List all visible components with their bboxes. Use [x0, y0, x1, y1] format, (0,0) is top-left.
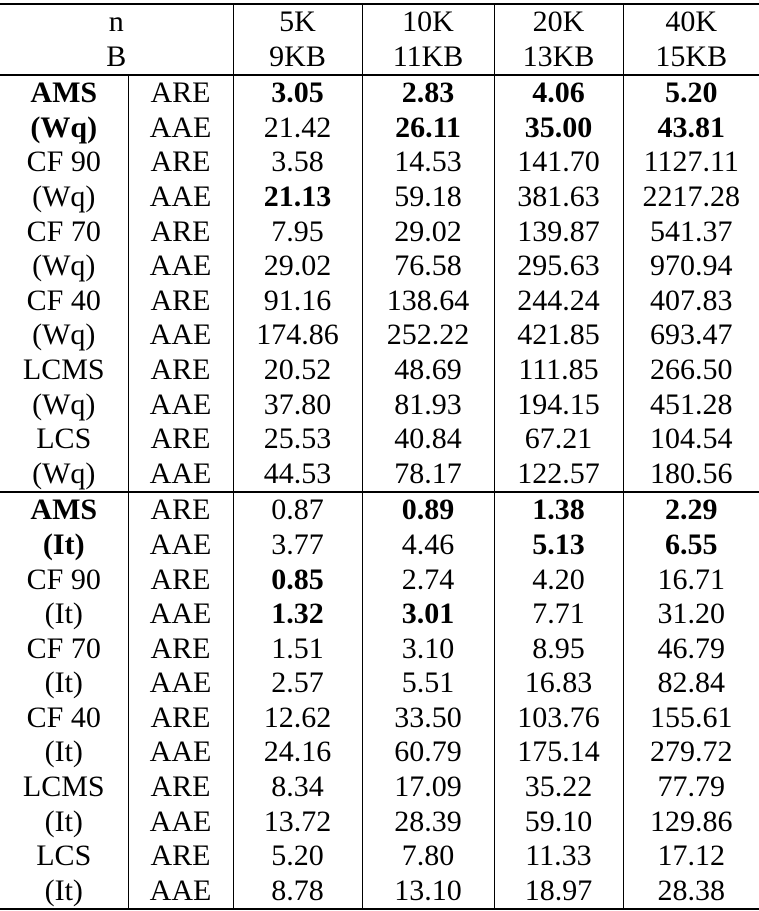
value-cell: 4.46 — [362, 528, 494, 563]
value-cell: 77.79 — [623, 770, 759, 805]
value-cell: 17.09 — [362, 770, 494, 805]
table-row — [0, 632, 759, 667]
table-row — [0, 457, 759, 493]
value-cell: 3.10 — [362, 632, 494, 667]
value-cell: 295.63 — [494, 249, 623, 284]
metric-cell: ARE — [128, 353, 233, 388]
value-cell: 76.58 — [362, 249, 494, 284]
value-cell: 60.79 — [362, 735, 494, 770]
table-row — [0, 528, 759, 563]
value-cell: 29.02 — [233, 249, 362, 284]
results-table — [0, 3, 759, 910]
value-cell: 82.84 — [623, 666, 759, 701]
value-cell: 43.81 — [623, 111, 759, 146]
method-cell: AMS — [30, 76, 98, 110]
value-cell: 111.85 — [494, 353, 623, 388]
metric-cell: ARE — [128, 145, 233, 180]
table-row — [0, 735, 759, 770]
value-cell: 37.80 — [233, 388, 362, 423]
metric-cell: AAE — [128, 666, 233, 701]
value-cell: 48.69 — [362, 353, 494, 388]
value-cell: 5.51 — [362, 666, 494, 701]
value-cell: 266.50 — [623, 353, 759, 388]
method-cell: (It) — [42, 527, 85, 561]
value-cell: 252.22 — [362, 318, 494, 353]
value-cell: 3.58 — [233, 145, 362, 180]
metric-cell: ARE — [128, 770, 233, 805]
table-row — [0, 111, 759, 146]
table-row — [0, 388, 759, 423]
value-cell: 35.00 — [494, 111, 623, 146]
value-cell: 122.57 — [494, 457, 623, 493]
value-cell: 44.53 — [233, 457, 362, 493]
header-label-B: B — [0, 40, 233, 76]
value-cell: 78.17 — [362, 457, 494, 493]
value-cell: 155.61 — [623, 701, 759, 736]
value-cell: 4.06 — [494, 75, 623, 111]
value-cell: 59.10 — [494, 805, 623, 840]
value-cell: 174.86 — [233, 318, 362, 353]
value-cell: 11.33 — [494, 839, 623, 874]
value-cell: 8.34 — [233, 770, 362, 805]
header-row-B — [0, 40, 759, 76]
value-cell: 46.79 — [623, 632, 759, 667]
method-cell: CF 90 — [26, 562, 101, 596]
value-cell: 407.83 — [623, 284, 759, 319]
value-cell: 8.95 — [494, 632, 623, 667]
value-cell: 139.87 — [494, 215, 623, 250]
method-cell: LCS — [36, 422, 92, 456]
header-label-n: n — [0, 4, 233, 40]
value-cell: 14.53 — [362, 145, 494, 180]
method-cell: (Wq) — [32, 456, 96, 490]
method-cell: LCS — [36, 839, 92, 873]
table-row — [0, 563, 759, 598]
method-cell: AMS — [0, 492, 128, 528]
metric-cell: ARE — [128, 284, 233, 319]
value-cell: 5.13 — [494, 528, 623, 563]
table-row — [0, 75, 759, 111]
value-cell: 7.95 — [233, 215, 362, 250]
table-row — [0, 839, 759, 874]
metric-cell: ARE — [128, 839, 233, 874]
table-row — [0, 180, 759, 215]
value-cell: 1127.11 — [623, 145, 759, 180]
value-cell: 21.13 — [233, 180, 362, 215]
value-cell: 21.42 — [233, 111, 362, 146]
value-cell: 24.16 — [233, 735, 362, 770]
metric-cell: ARE — [128, 563, 233, 598]
method-cell: (Wq) — [32, 387, 96, 421]
value-cell: 13.10 — [362, 874, 494, 910]
method-cell: (Wq) — [32, 318, 96, 352]
value-cell: 2.29 — [623, 492, 759, 528]
value-cell: 28.39 — [362, 805, 494, 840]
value-cell: 26.11 — [362, 111, 494, 146]
value-cell: 16.71 — [623, 563, 759, 598]
table-row — [0, 422, 759, 457]
table-row — [0, 145, 759, 180]
value-cell: 0.89 — [362, 492, 494, 528]
value-cell: 2217.28 — [623, 180, 759, 215]
value-cell: 970.94 — [623, 249, 759, 284]
value-cell: 7.80 — [362, 839, 494, 874]
value-cell: 59.18 — [362, 180, 494, 215]
method-cell: CF 90 — [26, 145, 101, 179]
value-cell: 12.62 — [233, 701, 362, 736]
metric-cell: AAE — [128, 180, 233, 215]
table-row — [0, 874, 759, 910]
metric-cell: ARE — [128, 422, 233, 457]
value-cell: 129.86 — [623, 805, 759, 840]
table-row — [0, 353, 759, 388]
value-cell: 141.70 — [494, 145, 623, 180]
value-cell: 3.05 — [233, 75, 362, 111]
header-n-10k: 10K — [362, 4, 494, 40]
value-cell: 16.83 — [494, 666, 623, 701]
value-cell: 1.32 — [233, 597, 362, 632]
metric-cell: AAE — [128, 111, 233, 146]
table-body — [0, 75, 759, 909]
header-row-n — [0, 4, 759, 40]
value-cell: 40.84 — [362, 422, 494, 457]
metric-cell: AAE — [128, 597, 233, 632]
metric-cell: AAE — [128, 388, 233, 423]
value-cell: 5.20 — [233, 839, 362, 874]
value-cell: 2.74 — [362, 563, 494, 598]
value-cell: 421.85 — [494, 318, 623, 353]
value-cell: 6.55 — [623, 528, 759, 563]
header-n-40k: 40K — [623, 4, 759, 40]
method-cell: CF 40 — [26, 700, 101, 734]
metric-cell: AAE — [128, 528, 233, 563]
value-cell: 103.76 — [494, 701, 623, 736]
value-cell: 0.87 — [233, 492, 362, 528]
table-row — [0, 701, 759, 736]
method-cell: (It) — [44, 597, 83, 631]
method-cell: LCMS — [22, 352, 105, 386]
metric-cell: ARE — [128, 632, 233, 667]
metric-cell: AAE — [128, 249, 233, 284]
header-B-9kb: 9KB — [233, 40, 362, 76]
value-cell: 3.01 — [362, 597, 494, 632]
table-row — [0, 666, 759, 701]
table-row — [0, 215, 759, 250]
header-n-5k: 5K — [233, 4, 362, 40]
value-cell: 180.56 — [623, 457, 759, 493]
method-cell: CF 40 — [26, 283, 101, 317]
value-cell: 541.37 — [623, 215, 759, 250]
header-n-20k: 20K — [494, 4, 623, 40]
table-row — [0, 492, 759, 528]
value-cell: 31.20 — [623, 597, 759, 632]
metric-cell: AAE — [128, 318, 233, 353]
value-cell: 279.72 — [623, 735, 759, 770]
header-B-11kb: 11KB — [362, 40, 494, 76]
metric-cell: ARE — [128, 75, 233, 111]
method-cell: (It) — [0, 874, 128, 910]
value-cell: 244.24 — [494, 284, 623, 319]
value-cell: 91.16 — [233, 284, 362, 319]
value-cell: 17.12 — [623, 839, 759, 874]
value-cell: 451.28 — [623, 388, 759, 423]
value-cell: 0.85 — [233, 563, 362, 598]
method-cell: LCMS — [22, 770, 105, 804]
metric-cell: ARE — [128, 215, 233, 250]
table-row — [0, 770, 759, 805]
value-cell: 1.38 — [494, 492, 623, 528]
method-cell: (It) — [44, 804, 83, 838]
method-cell: (It) — [44, 666, 83, 700]
metric-cell: AAE — [128, 874, 233, 910]
value-cell: 25.53 — [233, 422, 362, 457]
table-row — [0, 318, 759, 353]
method-cell: (Wq) — [32, 249, 96, 283]
value-cell: 13.72 — [233, 805, 362, 840]
value-cell: 693.47 — [623, 318, 759, 353]
metric-cell: ARE — [128, 701, 233, 736]
method-cell: CF 70 — [26, 631, 101, 665]
value-cell: 2.57 — [233, 666, 362, 701]
value-cell: 4.20 — [494, 563, 623, 598]
value-cell: 7.71 — [494, 597, 623, 632]
header-B-15kb: 15KB — [623, 40, 759, 76]
metric-cell: AAE — [128, 457, 233, 493]
value-cell: 18.97 — [494, 874, 623, 910]
table-row — [0, 597, 759, 632]
value-cell: 67.21 — [494, 422, 623, 457]
value-cell: 29.02 — [362, 215, 494, 250]
method-cell: (It) — [44, 735, 83, 769]
value-cell: 138.64 — [362, 284, 494, 319]
value-cell: 175.14 — [494, 735, 623, 770]
table-row — [0, 249, 759, 284]
value-cell: 20.52 — [233, 353, 362, 388]
value-cell: 2.83 — [362, 75, 494, 111]
value-cell: 104.54 — [623, 422, 759, 457]
method-cell: (Wq) — [30, 110, 98, 144]
value-cell: 3.77 — [233, 528, 362, 563]
method-cell: (Wq) — [32, 179, 96, 213]
value-cell: 33.50 — [362, 701, 494, 736]
metric-cell: AAE — [128, 805, 233, 840]
value-cell: 5.20 — [623, 75, 759, 111]
value-cell: 81.93 — [362, 388, 494, 423]
method-cell: CF 70 — [26, 214, 101, 248]
metric-cell: AAE — [128, 735, 233, 770]
value-cell: 194.15 — [494, 388, 623, 423]
value-cell: 35.22 — [494, 770, 623, 805]
value-cell: 8.78 — [233, 874, 362, 910]
value-cell: 381.63 — [494, 180, 623, 215]
value-cell: 1.51 — [233, 632, 362, 667]
header-B-13kb: 13KB — [494, 40, 623, 76]
value-cell: 28.38 — [623, 874, 759, 910]
table-row — [0, 805, 759, 840]
table-row — [0, 284, 759, 319]
metric-cell: ARE — [128, 492, 233, 528]
